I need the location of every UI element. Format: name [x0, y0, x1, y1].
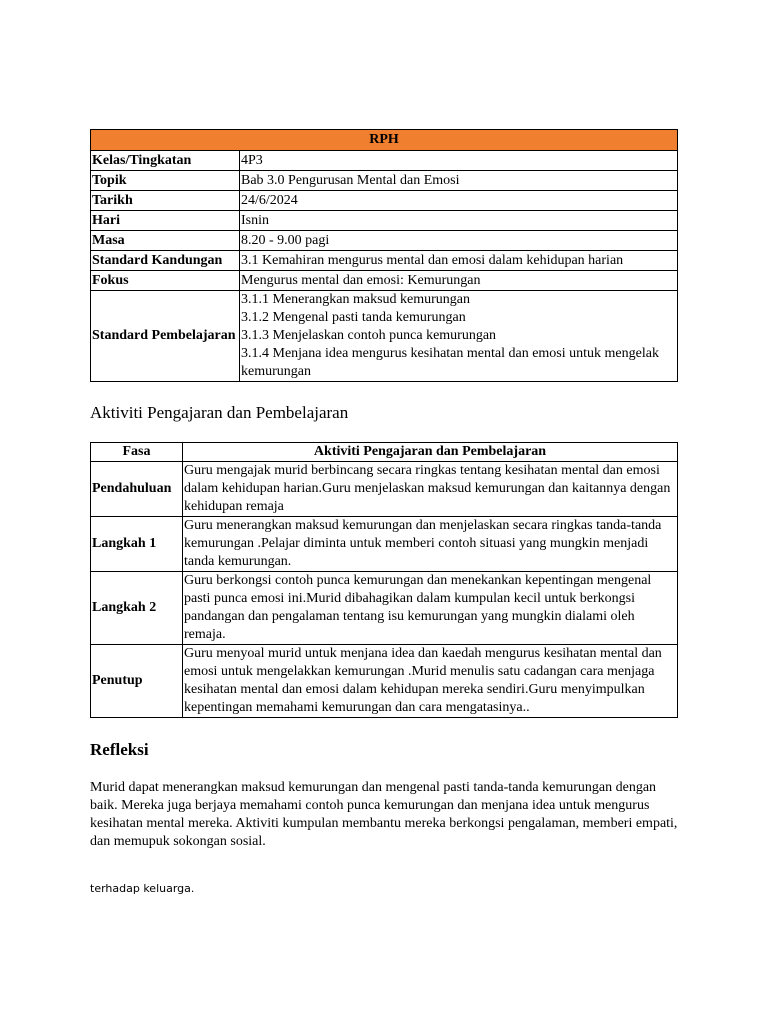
refleksi-heading: Refleksi [90, 740, 149, 759]
activity-row [91, 462, 678, 517]
footer-note: terhadap keluarga. [90, 882, 195, 895]
activity-row [91, 517, 678, 572]
rph-title: RPH [91, 130, 678, 151]
rph-value: 24/6/2024 [240, 191, 678, 211]
rph-value: Bab 3.0 Pengurusan Mental dan Emosi [240, 171, 678, 191]
activity-fasa: Penutup [91, 645, 183, 718]
standard-pembelajaran-item: 3.1.3 Menjelaskan contoh punca kemurungan [241, 328, 497, 343]
activity-fasa: Pendahuluan [91, 462, 183, 517]
rph-row-standard-pembelajaran [91, 291, 678, 382]
rph-value: 3.1 Kemahiran mengurus mental dan emosi dalam kehidupan harian [240, 251, 678, 271]
rph-value: 4P3 [240, 151, 678, 171]
rph-label: Kelas/Tingkatan [91, 151, 240, 171]
column-header-fasa: Fasa [91, 443, 183, 462]
activity-text: Guru menyoal murid untuk menjana idea dan kaedah mengurus kesihatan mental dan emosi untuk mengelakkan kemurungan .Murid menulis satu cadangan cara menjaga kesihatan mental dan emosi dalam kehidupan mereka sendiri.Guru menyimpulkan kepentingan memahami kemurungan dan cara mengatasinya.. [183, 645, 678, 718]
rph-row-hari [91, 211, 678, 231]
rph-row-tarikh [91, 191, 678, 211]
rph-value: Isnin [240, 211, 678, 231]
activity-row [91, 645, 678, 718]
rph-value: 8.20 - 9.00 pagi [240, 231, 678, 251]
standard-pembelajaran-item: 3.1.1 Menerangkan maksud kemurungan [241, 292, 470, 307]
activity-text: Guru mengajak murid berbincang secara ringkas tentang kesihatan mental dan emosi dalam kehidupan harian.Guru menjelaskan maksud kemurungan dan kaitannya dengan kehidupan remaja [183, 462, 678, 517]
standard-pembelajaran-item: 3.1.4 Menjana idea mengurus kesihatan mental dan emosi untuk mengelak kemurungan [241, 346, 659, 379]
rph-label: Standard Pembelajaran [91, 291, 240, 382]
activity-text: Guru menerangkan maksud kemurungan dan menjelaskan secara ringkas tanda-tanda kemurungan .Pelajar diminta untuk memberi contoh situasi yang mungkin menjadi tanda kemurungan. [183, 517, 678, 572]
rph-row-standard-kandungan [91, 251, 678, 271]
rph-row-topik [91, 171, 678, 191]
activity-fasa: Langkah 2 [91, 572, 183, 645]
rph-label: Standard Kandungan [91, 251, 240, 271]
rph-value: Mengurus mental dan emosi: Kemurungan [240, 271, 678, 291]
rph-label: Fokus [91, 271, 240, 291]
rph-row-fokus [91, 271, 678, 291]
column-header-aktiviti: Aktiviti Pengajaran dan Pembelajaran [183, 443, 678, 462]
rph-row-masa [91, 231, 678, 251]
rph-label: Masa [91, 231, 240, 251]
rph-label: Tarikh [91, 191, 240, 211]
rph-title-row [91, 130, 678, 151]
activity-fasa: Langkah 1 [91, 517, 183, 572]
activities-table [90, 442, 678, 718]
activity-text: Guru berkongsi contoh punca kemurungan dan menekankan kepentingan mengenal pasti punca emosi ini.Murid dibahagikan dalam kumpulan kecil untuk berkongsi pandangan dan pengalaman tentang isu kemurungan yang mungkin dialami oleh remaja. [183, 572, 678, 645]
activities-heading: Aktiviti Pengajaran dan Pembelajaran [90, 403, 349, 422]
activity-row [91, 572, 678, 645]
refleksi-paragraph: Murid dapat menerangkan maksud kemurungan dan mengenal pasti tanda-tanda kemurungan dengan baik. Mereka juga berjaya memahami contoh punca kemurungan dan menjana idea untuk mengurus kesihatan mental mereka. Aktiviti kumpulan membantu mereka berkongsi pengalaman, memberi empati, dan memupuk sokongan sosial. [90, 780, 678, 849]
rph-label: Hari [91, 211, 240, 231]
rph-table [90, 129, 678, 382]
standard-pembelajaran-list [240, 291, 678, 382]
rph-label: Topik [91, 171, 240, 191]
activities-header-row [91, 443, 678, 462]
standard-pembelajaran-item: 3.1.2 Mengenal pasti tanda kemurungan [241, 310, 466, 325]
rph-row-kelas [91, 151, 678, 171]
